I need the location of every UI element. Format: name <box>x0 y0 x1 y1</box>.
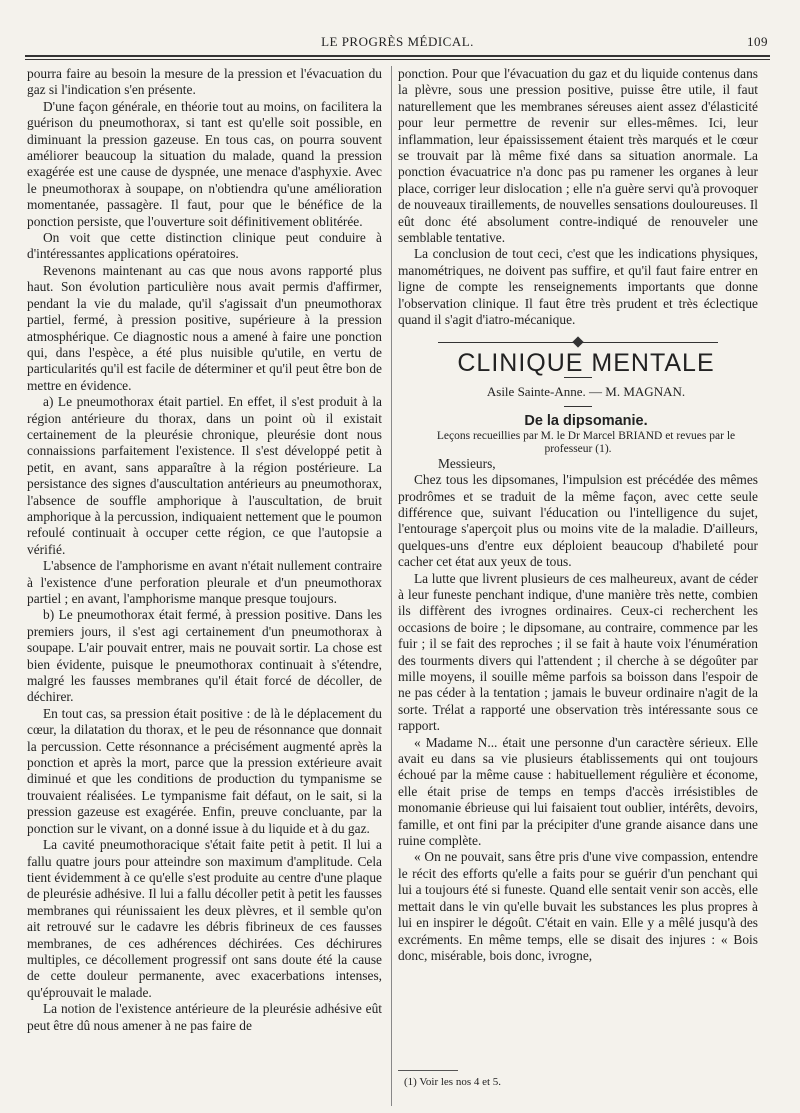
asile-rule <box>564 406 592 407</box>
paragraph: La cavité pneumothoracique s'était faite petit à petit. Il lui a fallu quatre jours pour atteindre son maximum d'amplitude. Cela tient évidemment à ce qu'elle s'est produite au centre d'une plaque de pleurésie adhésive. Il lui a fallu décoller petit à petit les fausses membranes qui réunissaient les deux plèvres, et il semble qu'on ait retrouvé sur le cadavre les débris fibrineux de ces fausses membranes, de ces adhérences déchirées. Ces déchirures multiples, ce décollement progressif ont sans doute été la cause de cette douleur permanente, avec exacerbations intenses, qu'éprouvait le malade. <box>27 837 382 1000</box>
section-asile: Asile Sainte-Anne. — M. MAGNAN. <box>486 383 686 399</box>
lesson-subtitle: Leçons recueillies par M. le Dr Marcel BRIAND et revues par le professeur (1). <box>436 429 736 455</box>
paragraph: Revenons maintenant au cas que nous avons rapporté plus haut. Son évolution particulière nous avait permis d'affirmer, pendant la vie du malade, qu'il s'agissait d'un pneumothorax partiel, fermé, à pression positive, supérieure à la pression atmosphérique. Ce diagnostic nous a amené à faire une ponction qui, dans l'espèce, a été plus nuisible qu'utile, en vertu de particularités qu'il est facile de déterminer et qu'il peut être bon de mettre en évidence. <box>27 262 382 393</box>
right-column-top <box>398 66 758 329</box>
footnote-rule <box>398 1070 458 1071</box>
paragraph: pourra faire au besoin la mesure de la pression et l'évacuation du gaz si l'indication s'en présente. <box>27 66 382 98</box>
paragraph: La lutte que livrent plusieurs de ces malheureux, avant de céder à leur funeste penchant indique, d'une manière très nette, combien ils diffèrent des ivrognes ordinaires. Ceux-ci recherchent les occasions de boire ; le dipsomane, au contraire, commence par les fuir ; il se fait des reproches ; il se fait à haute voix l'énumération des tourments divers qui l'attendent ; il cherche à se dégoûter par mille moyens, il souille même parfois sa boisson dans l'espoir de ne pas céder à la tentation ; jamais le buveur ordinaire n'agit de la sorte. Trélat a rapporté une observation très intéressante sous ce rapport. <box>398 570 758 734</box>
salutation: Messieurs, <box>438 455 496 471</box>
paragraph: En tout cas, sa pression était positive : de là le déplacement du cœur, la dilatation du thorax, et le peu de résonnance que donnait la percussion. Cette résonnance a précisément augmenté après la ponction et après la mort, parce que la pression extérieure avait diminué et que les conditions de production du tympanisme se trouvaient réalisées. Le tympanisme fait défaut, on le sait, si la pression gazeuse est exagérée. Enfin, preuve concluante, par la ponction sur le vivant, on a donné issue à du liquide et à du gaz. <box>27 705 382 836</box>
right-column-bottom <box>398 472 758 964</box>
paragraph: b) Le pneumothorax était fermé, à pression positive. Dans les premiers jours, il s'est agi certainement d'un pneumothorax à soupape. L'air pouvait entrer, mais ne pouvait sortir. La chose est bien évidente, puisque le pneumothorax continuait à s'étendre, malgré les fausses membranes qu'il était forcé de décoller, de déchirer. <box>27 607 382 705</box>
paragraph: D'une façon générale, en théorie tout au moins, on facilitera la guérison du pneumothorax, si tant est qu'elle soit possible, en diminuant la pression gazeuse. En tous cas, on pourra souvent améliorer beaucoup la situation du malade, quand la pression exagérée est une cause de dyspnée, une menace d'asphyxie. Avec le pneumothorax à soupape, on n'obtiendra qu'une amélioration momentanée, passagère. Il faut, pour que le bénéfice de la ponction persiste, que l'ouverture soit définitivement oblitérée. <box>27 98 382 229</box>
header-rule-thin <box>25 59 770 60</box>
paragraph: « On ne pouvait, sans être pris d'une vive compassion, entendre le récit des efforts qu'elle a faits pour se guérir d'un penchant qui lui a toujours été si funeste. Quand elle sentait venir son accès, elle mettait dans le vin qu'elle buvait les substances les plus propres à lui en inspirer le dégoût. C'était en vain. Elle y a mêlé jusqu'à des excréments. En même temps, elle se disait des injures : « Bois donc, misérable, bois donc, ivrogne, <box>398 849 758 963</box>
section-ornament <box>398 339 758 347</box>
paragraph: La notion de l'existence antérieure de la pleurésie adhésive eût peut être dû nous amener à ne pas faire de <box>27 1001 382 1033</box>
paragraph: L'absence de l'amphorisme en avant n'était nullement contraire à l'existence d'une perforation pleurale et d'un pneumothorax partiel ; en avant, l'amphorisme manque presque toujours. <box>27 558 382 606</box>
column-divider <box>391 66 392 1106</box>
left-column <box>27 66 382 1034</box>
paragraph: ponction. Pour que l'évacuation du gaz et du liquide contenus dans la plèvre, sous une pression positive, puisse être utile, il faut naturellement que les membranes séreuses aient assez d'élasticité pour leur permettre de revenir sur elles-mêmes. Ici, leur inflammation, leur épaississement étaient très marqués et le cœur se trouvait par là même fixé dans sa situation anormale. La ponction évacuatrice n'a donc pas pu ramener les organes à leur place, corriger leur dislocation ; elle n'a guère servi qu'à provoquer de nouveaux tiraillements, de nouvelles sensations douloureuses. Il eût donc été absolument contre-indiqué de renouveler une semblable tentative. <box>398 66 758 246</box>
paragraph: a) Le pneumothorax était partiel. En effet, il s'est produit à la région antérieure du thorax, dans un point où il existait certainement de la pleurésie chronique, pleurésie dont nous connaissions parfaitement l'existence. Il s'est développé petit à petit, en avant, sans apparaître à la région postérieure. La persistance des signes d'auscultation antérieurs au pneumothorax, l'absence de souffle amphorique à l'auscultation, de bruit amphorique à la percussion, indiquaient nettement que le poumon refoulé continuait à occuper cette région, ce que l'autopsie a vérifié. <box>27 394 382 557</box>
page-number: 109 <box>747 34 768 49</box>
paragraph: La conclusion de tout ceci, c'est que les indications physiques, manométriques, ne doivent pas suffire, et qu'il faut faire entrer en ligne de compte les renseignements importants que donne l'observation clinique. Il faut être très prudent et très éclectique quand il s'agit d'iatro-mécanique. <box>398 246 758 328</box>
footnote: (1) Voir les nos 4 et 5. <box>404 1076 502 1088</box>
header-rule-thick <box>25 55 770 57</box>
title-rule <box>564 377 592 378</box>
right-column <box>398 66 758 964</box>
paragraph: Chez tous les dipsomanes, l'impulsion est précédée des mêmes prodrômes et se traduit de la même façon, avec cette seule différence que, suivant l'éducation ou l'intelligence du sujet, l'entourage s'aperçoit plus ou moins vite de la maladie. D'ailleurs, quelques-uns d'entre eux déploient beaucoup d'habileté pour cacher cet état aux yeux de tous. <box>398 472 758 570</box>
ornament-diamond <box>572 336 583 347</box>
paragraph: « Madame N... était une personne d'un caractère sérieux. Elle avait eu dans sa vie plusieurs établissements qui ont toujours échoué par la même cause : habituellement régulière et économe, elle était prise de temps en temps d'accès irrésistibles de monomanie ébrieuse qui lui faisaient tout oublier, intérêts, devoirs, famille, et ont fini par la précipiter d'une grande aisance dans une ruine complète. <box>398 734 758 849</box>
journal-title: LE PROGRÈS MÉDICAL. <box>321 34 474 49</box>
paragraph: On voit que cette distinction clinique peut conduire à d'intéressantes applications opératoires. <box>27 230 382 262</box>
section-title: CLINIQUE MENTALE <box>457 348 715 377</box>
page-header <box>25 34 770 52</box>
lesson-title: De la dipsomanie. <box>524 413 648 430</box>
